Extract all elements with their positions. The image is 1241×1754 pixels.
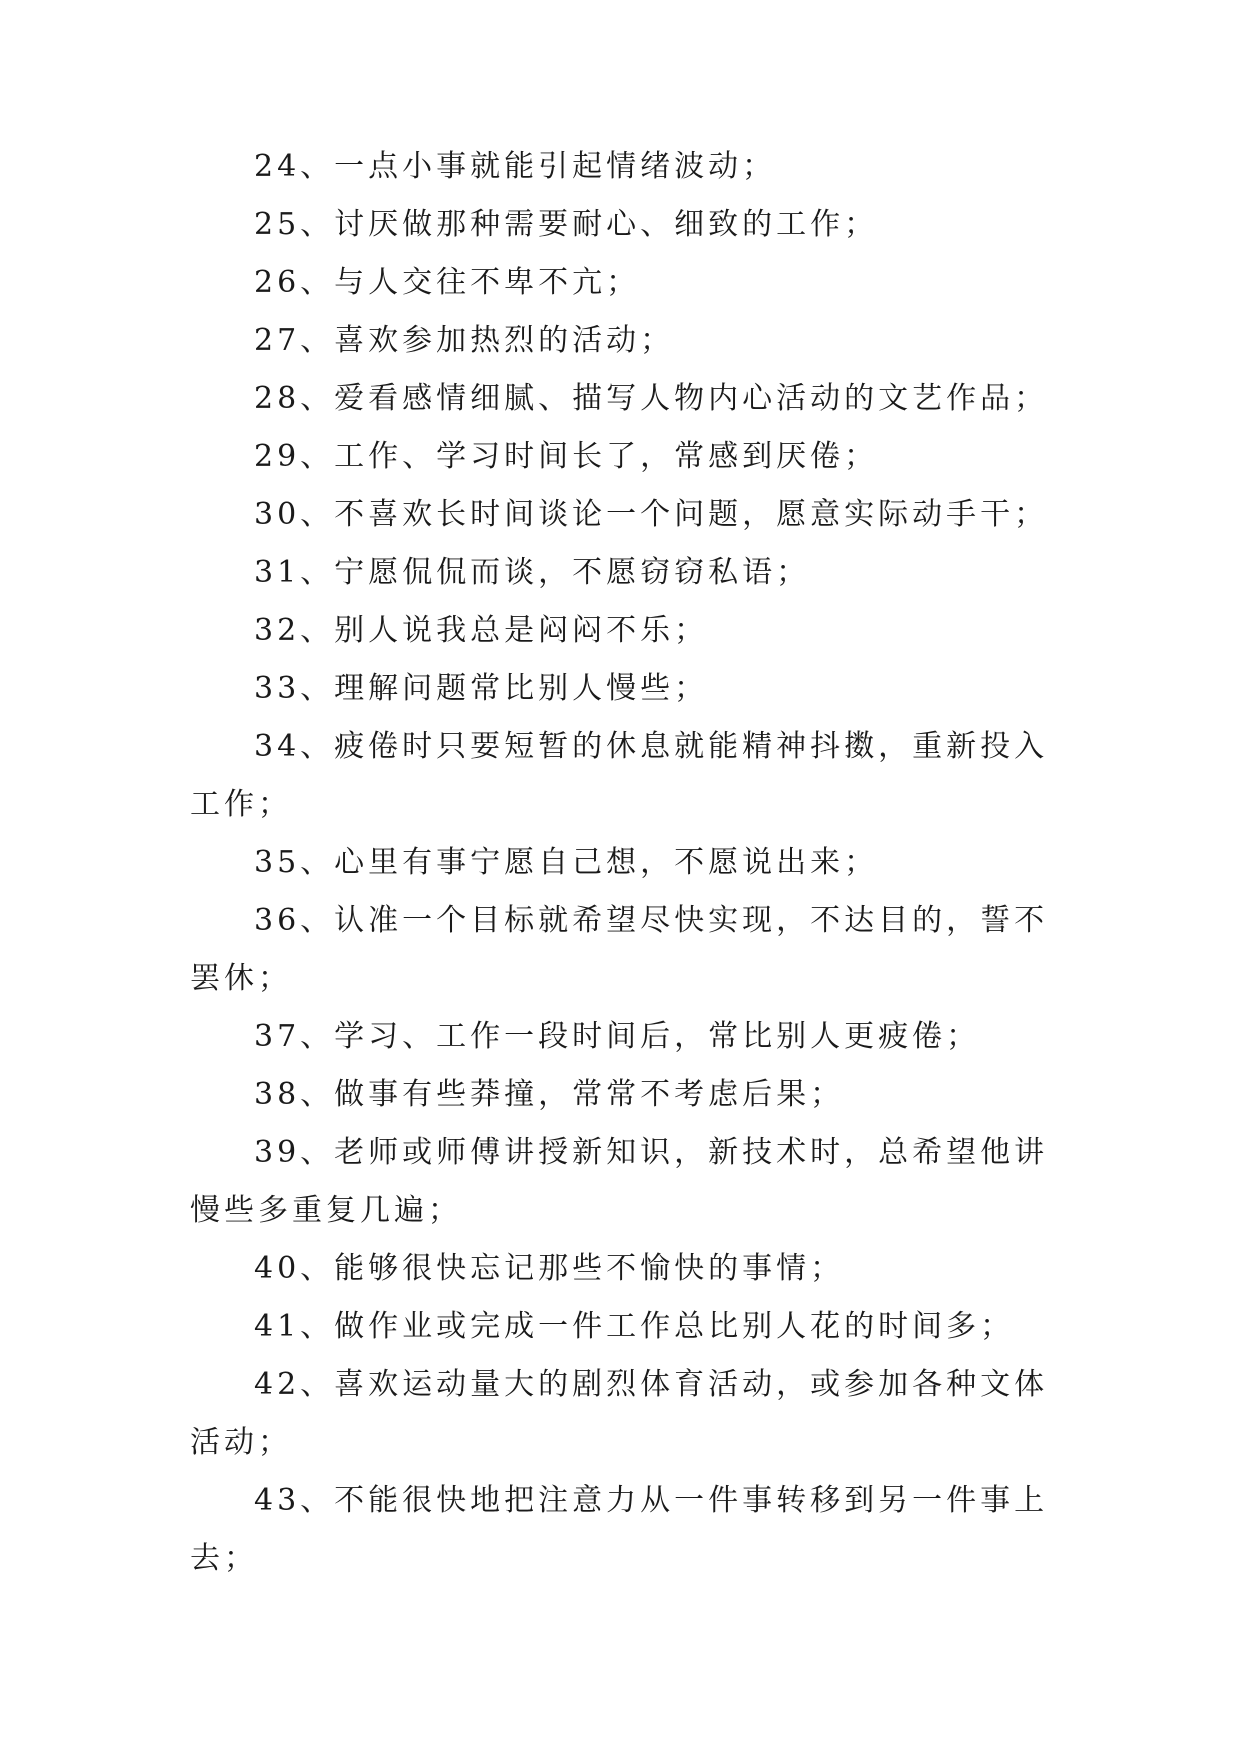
list-item: 28、爱看感情细腻、描写人物内心活动的文艺作品；	[254, 381, 1049, 416]
list-item: 40、能够很快忘记那些不愉快的事情；	[254, 1251, 845, 1286]
list-item: 33、理解问题常比别人慢些；	[254, 671, 709, 706]
list-item: 38、做事有些莽撞，常常不考虑后果；	[254, 1077, 845, 1112]
list-item: 34、疲倦时只要短暂的休息就能精神抖擞，重新投入工作；	[190, 729, 1049, 822]
list-item: 39、老师或师傅讲授新知识，新技术时，总希望他讲慢些多重复几遍；	[190, 1135, 1049, 1228]
list-item: 36、认准一个目标就希望尽快实现，不达目的，誓不罢休；	[190, 903, 1049, 996]
list-item: 41、做作业或完成一件工作总比别人花的时间多；	[254, 1309, 1015, 1344]
document-body	[190, 138, 1050, 1588]
list-item: 25、讨厌做那种需要耐心、细致的工作；	[254, 207, 879, 242]
list-item: 42、喜欢运动量大的剧烈体育活动，或参加各种文体活动；	[190, 1367, 1049, 1460]
list-item: 43、不能很快地把注意力从一件事转移到另一件事上去；	[190, 1483, 1049, 1576]
list-item: 29、工作、学习时间长了，常感到厌倦；	[254, 439, 879, 474]
list-item: 35、心里有事宁愿自己想，不愿说出来；	[254, 845, 879, 880]
list-item: 32、别人说我总是闷闷不乐；	[254, 613, 709, 648]
list-item: 37、学习、工作一段时间后，常比别人更疲倦；	[254, 1019, 981, 1054]
list-item: 24、一点小事就能引起情绪波动；	[254, 149, 777, 184]
list-item: 30、不喜欢长时间谈论一个问题，愿意实际动手干；	[254, 497, 1049, 532]
list-item: 26、与人交往不卑不亢；	[254, 265, 641, 300]
list-item: 31、宁愿侃侃而谈，不愿窃窃私语；	[254, 555, 811, 590]
list-item: 27、喜欢参加热烈的活动；	[254, 323, 675, 358]
